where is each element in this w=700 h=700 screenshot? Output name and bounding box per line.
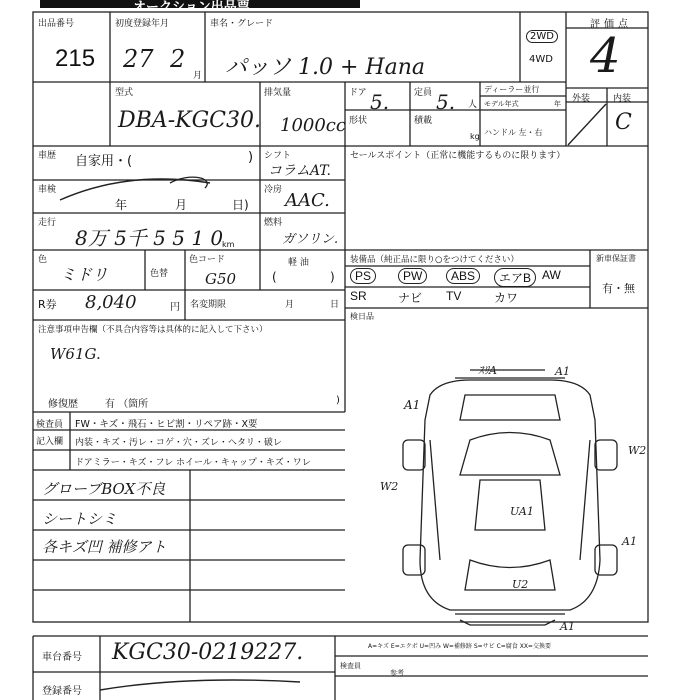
model-name-value: パッソ 1.0 + Hana [225, 55, 425, 80]
color-label: 色 [38, 255, 48, 265]
type-code-label: 型式 [115, 88, 134, 98]
inspection-year-unit: 年 [115, 198, 128, 212]
color-value: ミドリ [60, 265, 109, 284]
remark-3: 各キズ凹 補修アト [42, 538, 167, 556]
first-reg-month: 2 [170, 45, 186, 73]
plate-label: 登録番号 [42, 686, 82, 697]
equipment-item: エアB [494, 268, 536, 287]
repair-value: 有 （箇所 [105, 399, 149, 410]
equipment-item: SR [350, 289, 367, 303]
shift-label: シフト [264, 151, 292, 161]
registration-period-month: 月 [285, 300, 295, 310]
cooler-label: 冷房 [264, 185, 283, 195]
type-code-value: DBA-KGC30. [118, 108, 261, 133]
usage-close: ) [248, 150, 254, 165]
legend: A=キズ E=エクボ U=凹み W=補修跡 S=サビ C=腐食 XX=交換要 [368, 643, 551, 650]
repair-close: ) [336, 395, 340, 406]
diagram-label-top-right: A1 [555, 365, 570, 378]
grade-value: 4 [590, 28, 621, 84]
diagram-label-left: A1 [404, 398, 421, 412]
capacity-unit: 人 [468, 100, 478, 110]
equipment-item: PS [350, 268, 376, 284]
chassis-value: KGC30-0219227. [112, 640, 304, 665]
shape-label: 形状 [349, 116, 368, 126]
recycle-label: R券 [38, 298, 57, 311]
diagram-label-top-left: ｽﾘA [478, 364, 497, 377]
notice-label: 注意事項申告欄（不具合内容等は具体的に記入して下さい） [38, 325, 268, 335]
equipment-item: ABS [446, 268, 480, 284]
registration-period-label: 名変期限 [190, 300, 227, 310]
mileage-value: 8万 5千 5 5 1 0 [75, 226, 224, 250]
sales-point-label: セールスポイント（正常に機能するものに限ります） [350, 151, 566, 161]
fuel-label: 燃料 [264, 218, 283, 228]
inspection-month-unit: 月 [175, 198, 188, 212]
mileage-label: 走行 [38, 218, 57, 228]
equipment-label: 装備品（純正品に限り○をつけてください） [350, 255, 519, 265]
inspection-label: 車検 [38, 185, 57, 195]
fuel-value: ガソリン. [282, 232, 339, 247]
remark-2: シートシミ [42, 510, 118, 528]
inspection-day-unit: 日) [232, 198, 249, 212]
fuel-kei-label: 軽 油 [288, 258, 309, 268]
equipment-item: TV [446, 289, 462, 303]
diagram-label-rear-right: A1 [622, 535, 637, 548]
fuel-paren-open: ( [272, 270, 277, 284]
grade-label: 評価点 [590, 19, 632, 30]
model-year-label: モデル年式 [484, 100, 519, 108]
fuel-paren-close: ) [330, 270, 335, 284]
lot-label: 出品番号 [38, 19, 75, 29]
checks-row1-label: 検査員 [36, 420, 64, 430]
checks-row2: 内装・キズ・汚レ・コゲ・穴・ズレ・ヘタリ・破レ [75, 438, 282, 448]
loading-label: 積載 [414, 116, 433, 126]
mileage-unit: km [222, 240, 235, 249]
diagram-label-right: W2 [628, 444, 647, 457]
handle-label: ハンドル 左・右 [484, 128, 543, 137]
checks-row1: FW・キズ・飛石・ヒビ割・リペア跡・X要 [75, 419, 258, 430]
interior-value: C [615, 110, 632, 135]
checks-row2-label: 記入欄 [36, 437, 64, 447]
displacement-label: 排気量 [264, 88, 292, 98]
diagram-label-side: W2 [380, 480, 399, 493]
first-reg-label: 初度登録年月 [115, 19, 170, 29]
doors-value: 5. [370, 90, 390, 114]
warranty-value: 有・無 [602, 282, 635, 295]
interior-label: 内装 [613, 94, 632, 104]
warranty-label: 新車保証書 [596, 254, 636, 263]
inspector-label: 検査員 [340, 662, 361, 670]
repair-label: 修復歴 [48, 399, 78, 410]
cooler-value: AAC. [285, 190, 330, 211]
recycle-unit: 円 [170, 302, 180, 313]
equipment-item: ナビ [398, 291, 423, 305]
diagram-label-center: UA1 [510, 505, 534, 518]
doors-label: ドア [349, 88, 367, 98]
exterior-label: 外装 [572, 94, 591, 104]
diagram-label-rear: U2 [512, 578, 529, 591]
notice-value: W61G. [50, 345, 101, 363]
equipment-item: PW [398, 268, 427, 284]
registration-period-day: 日 [330, 300, 340, 310]
loading-unit: kg [470, 132, 480, 141]
inspector-reference: 参考 [390, 669, 404, 677]
shift-value: コラムAT. [268, 163, 331, 179]
dealer-label: ディーラー並行 [484, 85, 540, 94]
usage-label: 車歴 [38, 151, 57, 161]
usage-value: 自家用・( [75, 154, 133, 169]
chassis-label: 車台番号 [42, 652, 82, 663]
drive-4wd: 4WD [529, 54, 553, 65]
color-code-value: G50 [205, 270, 237, 288]
displacement-value: 1000cc [280, 115, 346, 136]
color-code-label: 色コード [189, 255, 226, 265]
recycle-value: 8,040 [85, 292, 137, 313]
diagram-label-bottom: A1 [560, 620, 575, 633]
equipment-list [350, 268, 590, 308]
capacity-label: 定員 [414, 88, 433, 98]
remark-1: グローブBOX不良 [42, 480, 166, 498]
lot-value: 215 [55, 45, 96, 72]
checks-row3: ドアミラー・キズ・フレ ホイール・キャップ・キズ・ワレ [75, 458, 311, 468]
equipment-item: AW [542, 268, 561, 282]
capacity-value: 5. [436, 90, 456, 114]
model-year-unit: 年 [554, 100, 561, 108]
header-title: …オークション出品票 [120, 0, 250, 15]
equipment-item: カワ [494, 291, 519, 305]
model-name-label: 車名・グレード [210, 19, 274, 29]
first-reg-month-unit: 月 [193, 71, 203, 81]
accessories-label: 検日品 [350, 312, 374, 321]
drive-2wd: 2WD [526, 30, 558, 43]
first-reg-year: 27 [123, 45, 154, 73]
color-change-label: 色替 [150, 269, 169, 279]
